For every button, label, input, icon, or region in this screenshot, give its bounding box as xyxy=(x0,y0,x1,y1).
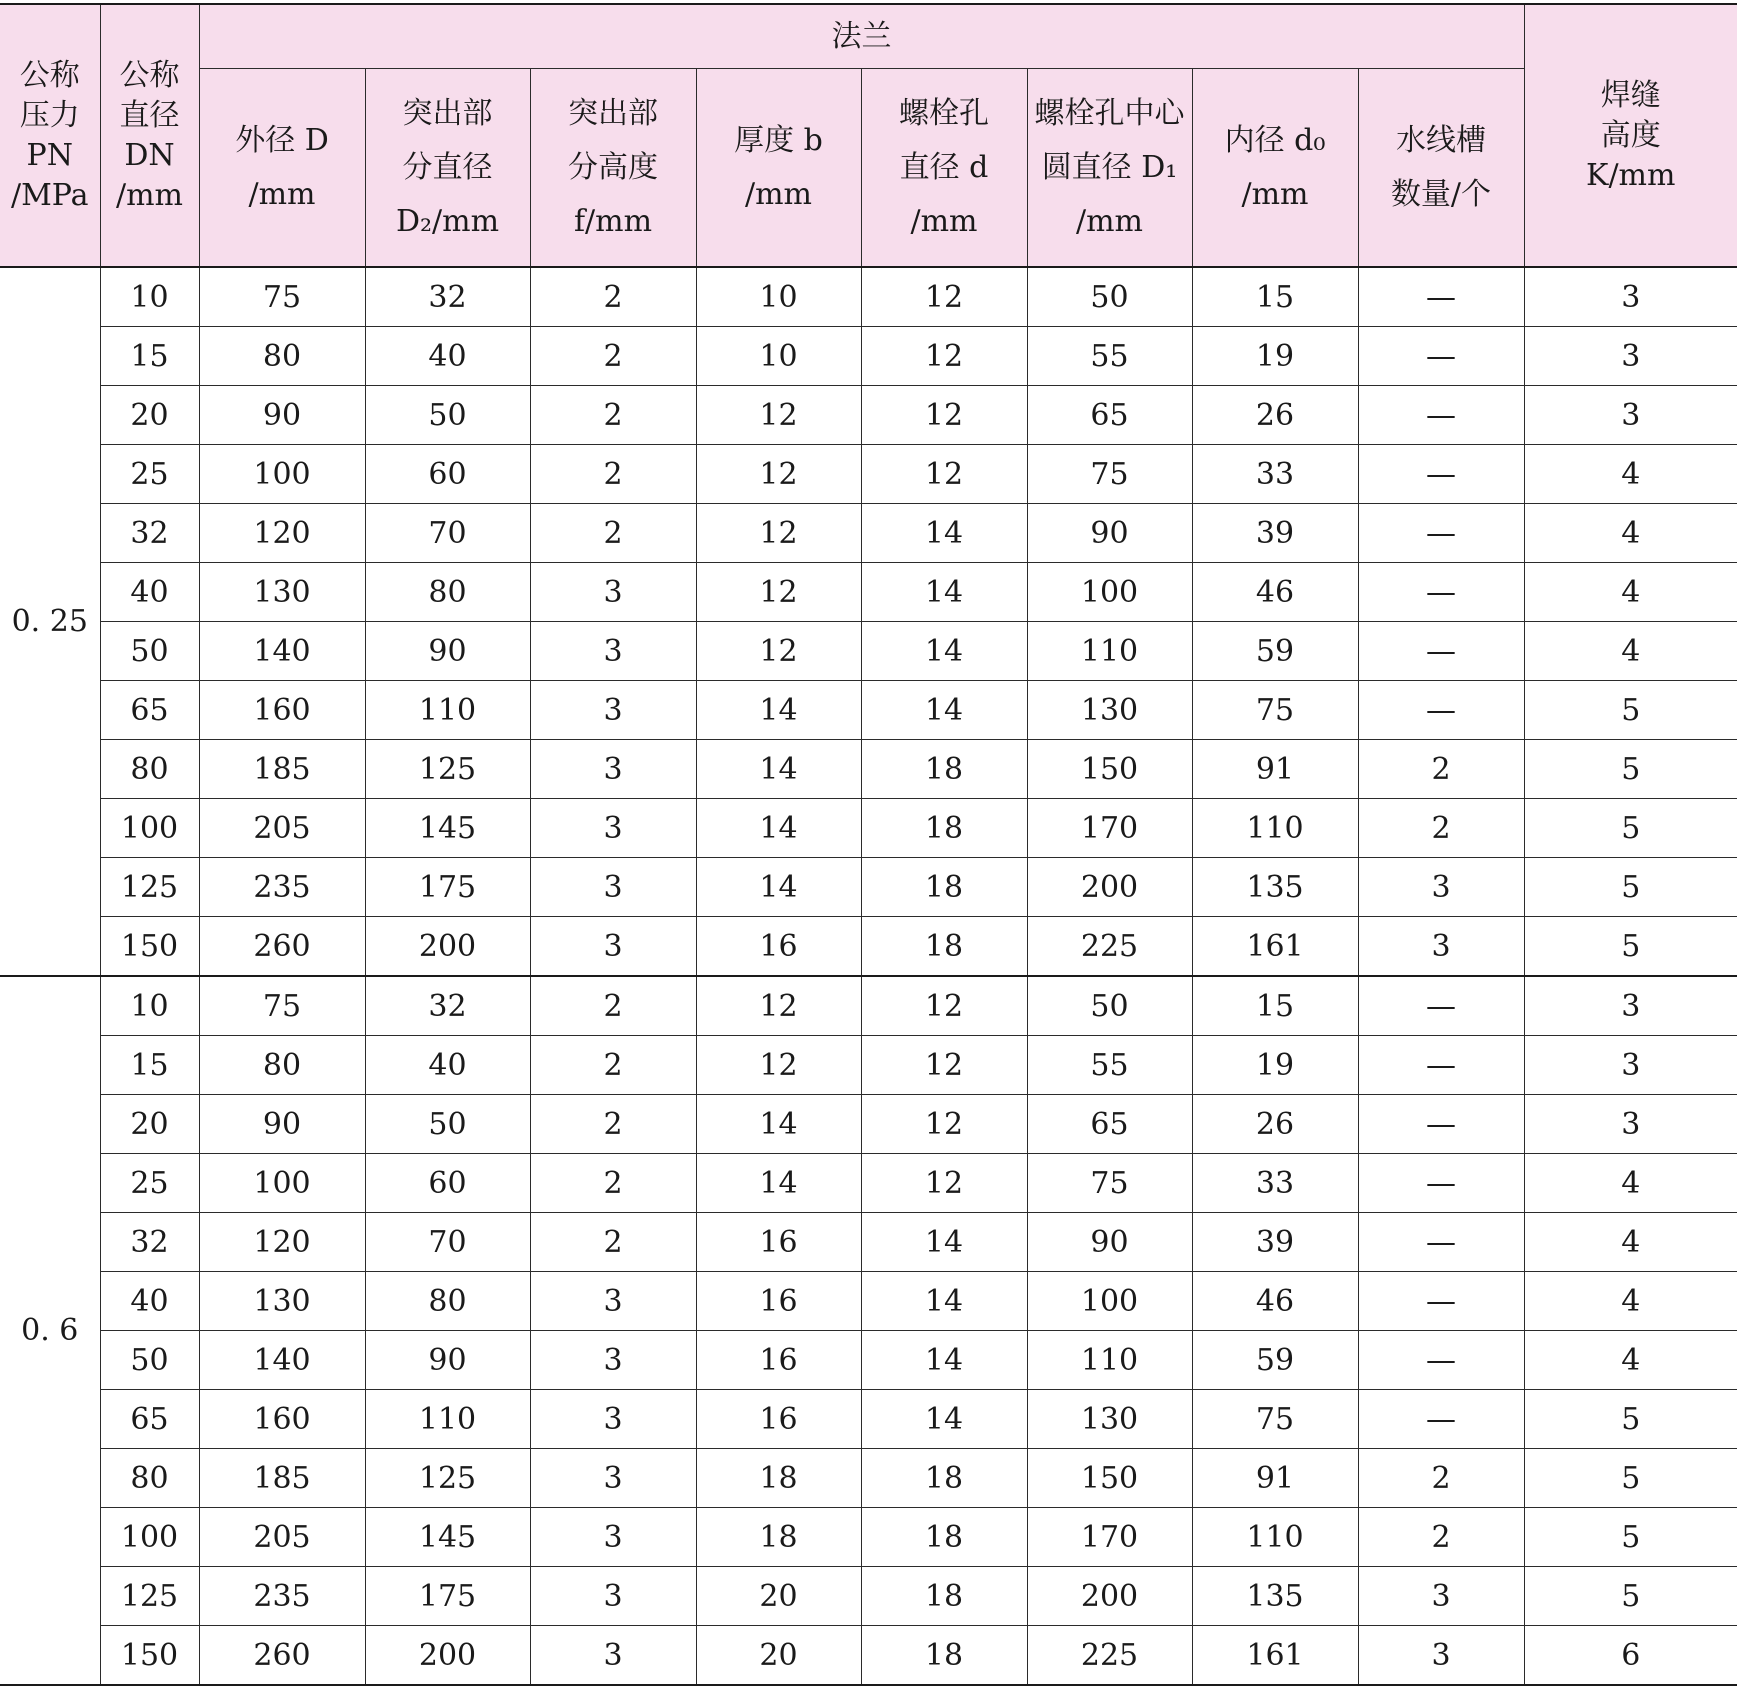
cell-bolt-circle-diameter: 50 xyxy=(1027,267,1192,327)
cell-weld-height: 4 xyxy=(1524,1331,1737,1390)
cell-bolt-hole-diameter: 18 xyxy=(861,799,1027,858)
cell-bolt-hole-diameter: 12 xyxy=(861,267,1027,327)
cell-thickness: 12 xyxy=(696,622,861,681)
cell-thickness: 16 xyxy=(696,1331,861,1390)
cell-water-groove-count: 2 xyxy=(1358,740,1524,799)
cell-inner-diameter: 135 xyxy=(1192,1567,1358,1626)
cell-raised-face-height: 3 xyxy=(530,1331,696,1390)
cell-water-groove-count: 2 xyxy=(1358,1449,1524,1508)
cell-bolt-circle-diameter: 150 xyxy=(1027,740,1192,799)
cell-water-groove-count: — xyxy=(1358,1331,1524,1390)
cell-raised-face-height: 3 xyxy=(530,1567,696,1626)
cell-bolt-circle-diameter: 200 xyxy=(1027,858,1192,917)
cell-weld-height: 6 xyxy=(1524,1626,1737,1686)
cell-bolt-circle-diameter: 50 xyxy=(1027,976,1192,1036)
cell-weld-height: 5 xyxy=(1524,1508,1737,1567)
cell-raised-face-diameter: 145 xyxy=(365,799,530,858)
cell-raised-face-height: 3 xyxy=(530,1390,696,1449)
cell-pn-group: 0. 6 xyxy=(0,976,100,1685)
cell-bolt-circle-diameter: 65 xyxy=(1027,386,1192,445)
header-weld-height: 焊缝 高度 K/mm xyxy=(1524,4,1737,267)
cell-bolt-circle-diameter: 110 xyxy=(1027,622,1192,681)
cell-thickness: 12 xyxy=(696,504,861,563)
cell-thickness: 12 xyxy=(696,386,861,445)
cell-raised-face-height: 2 xyxy=(530,504,696,563)
table-row xyxy=(0,1213,1737,1272)
cell-thickness: 12 xyxy=(696,1036,861,1095)
cell-weld-height: 5 xyxy=(1524,917,1737,977)
cell-outer-diameter: 75 xyxy=(199,976,365,1036)
cell-outer-diameter: 160 xyxy=(199,681,365,740)
cell-bolt-circle-diameter: 225 xyxy=(1027,917,1192,977)
cell-raised-face-height: 2 xyxy=(530,445,696,504)
cell-bolt-hole-diameter: 18 xyxy=(861,1449,1027,1508)
table-row xyxy=(0,681,1737,740)
table-row xyxy=(0,622,1737,681)
cell-bolt-hole-diameter: 18 xyxy=(861,1508,1027,1567)
cell-bolt-hole-diameter: 18 xyxy=(861,1567,1027,1626)
cell-thickness: 16 xyxy=(696,1390,861,1449)
header-thickness: 厚度 b /mm xyxy=(696,69,861,268)
cell-raised-face-height: 2 xyxy=(530,1036,696,1095)
cell-bolt-hole-diameter: 14 xyxy=(861,563,1027,622)
cell-raised-face-diameter: 80 xyxy=(365,563,530,622)
header-outer-diameter: 外径 D /mm xyxy=(199,69,365,268)
table-row xyxy=(0,1036,1737,1095)
cell-dn: 50 xyxy=(100,1331,199,1390)
table-row xyxy=(0,504,1737,563)
cell-raised-face-diameter: 125 xyxy=(365,740,530,799)
cell-raised-face-height: 3 xyxy=(530,1272,696,1331)
table-row xyxy=(0,917,1737,977)
cell-inner-diameter: 75 xyxy=(1192,681,1358,740)
table-row xyxy=(0,858,1737,917)
cell-raised-face-height: 3 xyxy=(530,681,696,740)
cell-thickness: 18 xyxy=(696,1508,861,1567)
cell-raised-face-diameter: 60 xyxy=(365,1154,530,1213)
table-row xyxy=(0,1272,1737,1331)
cell-bolt-circle-diameter: 90 xyxy=(1027,504,1192,563)
cell-inner-diameter: 33 xyxy=(1192,1154,1358,1213)
cell-raised-face-height: 2 xyxy=(530,327,696,386)
table-row xyxy=(0,386,1737,445)
cell-bolt-circle-diameter: 90 xyxy=(1027,1213,1192,1272)
header-raised-face-height: 突出部 分高度 f/mm xyxy=(530,69,696,268)
cell-dn: 32 xyxy=(100,504,199,563)
table-body xyxy=(0,267,1737,1685)
cell-dn: 150 xyxy=(100,917,199,977)
cell-weld-height: 5 xyxy=(1524,681,1737,740)
cell-bolt-hole-diameter: 12 xyxy=(861,445,1027,504)
cell-pn-group: 0. 25 xyxy=(0,267,100,976)
cell-outer-diameter: 80 xyxy=(199,1036,365,1095)
cell-inner-diameter: 15 xyxy=(1192,976,1358,1036)
cell-weld-height: 3 xyxy=(1524,267,1737,327)
cell-bolt-circle-diameter: 55 xyxy=(1027,1036,1192,1095)
cell-bolt-circle-diameter: 200 xyxy=(1027,1567,1192,1626)
cell-bolt-hole-diameter: 12 xyxy=(861,1036,1027,1095)
cell-inner-diameter: 135 xyxy=(1192,858,1358,917)
cell-outer-diameter: 100 xyxy=(199,1154,365,1213)
cell-water-groove-count: 3 xyxy=(1358,858,1524,917)
cell-dn: 32 xyxy=(100,1213,199,1272)
cell-inner-diameter: 19 xyxy=(1192,1036,1358,1095)
cell-inner-diameter: 26 xyxy=(1192,386,1358,445)
cell-thickness: 14 xyxy=(696,740,861,799)
header-bolt-hole-diameter: 螺栓孔 直径 d /mm xyxy=(861,69,1027,268)
cell-thickness: 16 xyxy=(696,1272,861,1331)
cell-weld-height: 5 xyxy=(1524,1567,1737,1626)
cell-water-groove-count: — xyxy=(1358,1213,1524,1272)
cell-dn: 10 xyxy=(100,976,199,1036)
cell-weld-height: 4 xyxy=(1524,1154,1737,1213)
cell-bolt-hole-diameter: 12 xyxy=(861,1154,1027,1213)
cell-weld-height: 4 xyxy=(1524,445,1737,504)
cell-raised-face-diameter: 50 xyxy=(365,386,530,445)
header-dn: 公称 直径 DN /mm xyxy=(100,4,199,267)
cell-outer-diameter: 260 xyxy=(199,917,365,977)
cell-outer-diameter: 120 xyxy=(199,504,365,563)
cell-weld-height: 4 xyxy=(1524,1272,1737,1331)
cell-raised-face-height: 3 xyxy=(530,917,696,977)
cell-dn: 15 xyxy=(100,1036,199,1095)
cell-raised-face-height: 2 xyxy=(530,1154,696,1213)
cell-raised-face-diameter: 125 xyxy=(365,1449,530,1508)
cell-raised-face-height: 2 xyxy=(530,386,696,445)
cell-dn: 80 xyxy=(100,740,199,799)
cell-outer-diameter: 80 xyxy=(199,327,365,386)
cell-bolt-hole-diameter: 14 xyxy=(861,1390,1027,1449)
cell-inner-diameter: 91 xyxy=(1192,1449,1358,1508)
cell-inner-diameter: 110 xyxy=(1192,1508,1358,1567)
cell-inner-diameter: 59 xyxy=(1192,622,1358,681)
cell-outer-diameter: 160 xyxy=(199,1390,365,1449)
cell-thickness: 14 xyxy=(696,799,861,858)
cell-thickness: 20 xyxy=(696,1567,861,1626)
cell-outer-diameter: 235 xyxy=(199,858,365,917)
table-row xyxy=(0,327,1737,386)
table-row xyxy=(0,976,1737,1036)
cell-thickness: 16 xyxy=(696,1213,861,1272)
cell-weld-height: 3 xyxy=(1524,1095,1737,1154)
cell-inner-diameter: 33 xyxy=(1192,445,1358,504)
cell-outer-diameter: 130 xyxy=(199,563,365,622)
cell-raised-face-diameter: 175 xyxy=(365,858,530,917)
cell-outer-diameter: 75 xyxy=(199,267,365,327)
cell-thickness: 14 xyxy=(696,681,861,740)
table-row xyxy=(0,1626,1737,1686)
cell-inner-diameter: 39 xyxy=(1192,1213,1358,1272)
cell-dn: 40 xyxy=(100,1272,199,1331)
cell-raised-face-diameter: 70 xyxy=(365,504,530,563)
cell-inner-diameter: 59 xyxy=(1192,1331,1358,1390)
cell-bolt-hole-diameter: 14 xyxy=(861,681,1027,740)
cell-bolt-circle-diameter: 130 xyxy=(1027,681,1192,740)
cell-raised-face-height: 3 xyxy=(530,799,696,858)
cell-bolt-circle-diameter: 75 xyxy=(1027,445,1192,504)
cell-water-groove-count: 2 xyxy=(1358,1508,1524,1567)
cell-dn: 100 xyxy=(100,799,199,858)
cell-bolt-circle-diameter: 150 xyxy=(1027,1449,1192,1508)
table-row xyxy=(0,1390,1737,1449)
cell-water-groove-count: — xyxy=(1358,1036,1524,1095)
cell-raised-face-diameter: 40 xyxy=(365,1036,530,1095)
cell-raised-face-diameter: 70 xyxy=(365,1213,530,1272)
header-bolt-circle-diameter: 螺栓孔中心 圆直径 D₁ /mm xyxy=(1027,69,1192,268)
cell-bolt-hole-diameter: 18 xyxy=(861,1626,1027,1686)
cell-outer-diameter: 205 xyxy=(199,1508,365,1567)
cell-raised-face-height: 3 xyxy=(530,1626,696,1686)
cell-inner-diameter: 46 xyxy=(1192,1272,1358,1331)
table-row xyxy=(0,267,1737,327)
cell-dn: 80 xyxy=(100,1449,199,1508)
cell-bolt-circle-diameter: 110 xyxy=(1027,1331,1192,1390)
cell-weld-height: 3 xyxy=(1524,1036,1737,1095)
cell-bolt-hole-diameter: 14 xyxy=(861,622,1027,681)
cell-outer-diameter: 90 xyxy=(199,1095,365,1154)
cell-raised-face-height: 2 xyxy=(530,1213,696,1272)
cell-bolt-hole-diameter: 18 xyxy=(861,858,1027,917)
cell-outer-diameter: 260 xyxy=(199,1626,365,1686)
cell-water-groove-count: — xyxy=(1358,386,1524,445)
cell-bolt-circle-diameter: 130 xyxy=(1027,1390,1192,1449)
cell-raised-face-diameter: 60 xyxy=(365,445,530,504)
table-row xyxy=(0,563,1737,622)
cell-weld-height: 5 xyxy=(1524,799,1737,858)
cell-inner-diameter: 19 xyxy=(1192,327,1358,386)
cell-bolt-hole-diameter: 12 xyxy=(861,327,1027,386)
cell-bolt-hole-diameter: 18 xyxy=(861,917,1027,977)
cell-weld-height: 5 xyxy=(1524,858,1737,917)
cell-bolt-hole-diameter: 14 xyxy=(861,504,1027,563)
cell-bolt-circle-diameter: 75 xyxy=(1027,1154,1192,1213)
cell-thickness: 14 xyxy=(696,1095,861,1154)
header-inner-diameter: 内径 d₀ /mm xyxy=(1192,69,1358,268)
cell-raised-face-diameter: 175 xyxy=(365,1567,530,1626)
cell-raised-face-height: 3 xyxy=(530,858,696,917)
cell-water-groove-count: — xyxy=(1358,327,1524,386)
cell-inner-diameter: 15 xyxy=(1192,267,1358,327)
cell-inner-diameter: 75 xyxy=(1192,1390,1358,1449)
cell-water-groove-count: — xyxy=(1358,1272,1524,1331)
cell-dn: 40 xyxy=(100,563,199,622)
cell-weld-height: 5 xyxy=(1524,740,1737,799)
cell-weld-height: 4 xyxy=(1524,622,1737,681)
cell-raised-face-height: 3 xyxy=(530,563,696,622)
cell-dn: 25 xyxy=(100,445,199,504)
cell-thickness: 12 xyxy=(696,563,861,622)
cell-raised-face-height: 2 xyxy=(530,267,696,327)
cell-dn: 15 xyxy=(100,327,199,386)
cell-outer-diameter: 130 xyxy=(199,1272,365,1331)
cell-bolt-hole-diameter: 14 xyxy=(861,1272,1027,1331)
cell-bolt-hole-diameter: 18 xyxy=(861,740,1027,799)
cell-dn: 10 xyxy=(100,267,199,327)
cell-dn: 20 xyxy=(100,386,199,445)
cell-dn: 150 xyxy=(100,1626,199,1686)
cell-bolt-circle-diameter: 170 xyxy=(1027,1508,1192,1567)
cell-water-groove-count: — xyxy=(1358,563,1524,622)
table-row xyxy=(0,740,1737,799)
cell-thickness: 12 xyxy=(696,445,861,504)
cell-thickness: 18 xyxy=(696,1449,861,1508)
cell-bolt-circle-diameter: 170 xyxy=(1027,799,1192,858)
cell-water-groove-count: — xyxy=(1358,1154,1524,1213)
cell-dn: 100 xyxy=(100,1508,199,1567)
cell-raised-face-diameter: 90 xyxy=(365,622,530,681)
cell-water-groove-count: — xyxy=(1358,1390,1524,1449)
cell-outer-diameter: 185 xyxy=(199,740,365,799)
table-row xyxy=(0,1095,1737,1154)
cell-dn: 50 xyxy=(100,622,199,681)
cell-raised-face-diameter: 110 xyxy=(365,1390,530,1449)
cell-raised-face-diameter: 145 xyxy=(365,1508,530,1567)
cell-bolt-circle-diameter: 65 xyxy=(1027,1095,1192,1154)
cell-outer-diameter: 100 xyxy=(199,445,365,504)
cell-bolt-hole-diameter: 14 xyxy=(861,1213,1027,1272)
cell-bolt-hole-diameter: 12 xyxy=(861,386,1027,445)
cell-raised-face-diameter: 50 xyxy=(365,1095,530,1154)
cell-dn: 125 xyxy=(100,1567,199,1626)
cell-raised-face-height: 3 xyxy=(530,1508,696,1567)
cell-weld-height: 4 xyxy=(1524,563,1737,622)
cell-raised-face-height: 3 xyxy=(530,622,696,681)
header-flange: 法兰 xyxy=(199,4,1524,69)
cell-thickness: 12 xyxy=(696,976,861,1036)
cell-thickness: 10 xyxy=(696,267,861,327)
cell-thickness: 20 xyxy=(696,1626,861,1686)
cell-water-groove-count: 3 xyxy=(1358,917,1524,977)
cell-thickness: 14 xyxy=(696,1154,861,1213)
cell-raised-face-diameter: 200 xyxy=(365,1626,530,1686)
cell-weld-height: 5 xyxy=(1524,1390,1737,1449)
cell-inner-diameter: 91 xyxy=(1192,740,1358,799)
cell-bolt-circle-diameter: 100 xyxy=(1027,563,1192,622)
cell-thickness: 10 xyxy=(696,327,861,386)
cell-raised-face-height: 3 xyxy=(530,740,696,799)
table-row xyxy=(0,445,1737,504)
cell-weld-height: 3 xyxy=(1524,976,1737,1036)
cell-inner-diameter: 161 xyxy=(1192,1626,1358,1686)
cell-raised-face-diameter: 32 xyxy=(365,976,530,1036)
cell-inner-diameter: 110 xyxy=(1192,799,1358,858)
cell-bolt-circle-diameter: 55 xyxy=(1027,327,1192,386)
cell-water-groove-count: 2 xyxy=(1358,799,1524,858)
table-row xyxy=(0,1567,1737,1626)
cell-inner-diameter: 26 xyxy=(1192,1095,1358,1154)
cell-raised-face-diameter: 90 xyxy=(365,1331,530,1390)
flange-spec-table xyxy=(0,3,1737,1686)
cell-outer-diameter: 120 xyxy=(199,1213,365,1272)
cell-outer-diameter: 90 xyxy=(199,386,365,445)
cell-water-groove-count: 3 xyxy=(1358,1567,1524,1626)
table-row xyxy=(0,1449,1737,1508)
table-row xyxy=(0,1154,1737,1213)
cell-thickness: 16 xyxy=(696,917,861,977)
cell-bolt-hole-diameter: 12 xyxy=(861,1095,1027,1154)
cell-outer-diameter: 185 xyxy=(199,1449,365,1508)
cell-raised-face-height: 2 xyxy=(530,976,696,1036)
cell-water-groove-count: — xyxy=(1358,267,1524,327)
cell-raised-face-diameter: 32 xyxy=(365,267,530,327)
cell-water-groove-count: 3 xyxy=(1358,1626,1524,1686)
table-row xyxy=(0,1508,1737,1567)
cell-raised-face-diameter: 80 xyxy=(365,1272,530,1331)
cell-raised-face-diameter: 110 xyxy=(365,681,530,740)
header-water-groove-count: 水线槽 数量/个 xyxy=(1358,69,1524,268)
cell-outer-diameter: 140 xyxy=(199,622,365,681)
cell-bolt-circle-diameter: 100 xyxy=(1027,1272,1192,1331)
cell-weld-height: 5 xyxy=(1524,1449,1737,1508)
table-row xyxy=(0,799,1737,858)
cell-inner-diameter: 46 xyxy=(1192,563,1358,622)
cell-weld-height: 3 xyxy=(1524,386,1737,445)
header-raised-face-diameter: 突出部 分直径 D₂/mm xyxy=(365,69,530,268)
cell-raised-face-diameter: 200 xyxy=(365,917,530,977)
cell-dn: 65 xyxy=(100,681,199,740)
cell-weld-height: 4 xyxy=(1524,504,1737,563)
cell-thickness: 14 xyxy=(696,858,861,917)
cell-water-groove-count: — xyxy=(1358,976,1524,1036)
cell-dn: 125 xyxy=(100,858,199,917)
cell-water-groove-count: — xyxy=(1358,681,1524,740)
cell-raised-face-height: 3 xyxy=(530,1449,696,1508)
cell-weld-height: 3 xyxy=(1524,327,1737,386)
cell-water-groove-count: — xyxy=(1358,504,1524,563)
cell-inner-diameter: 161 xyxy=(1192,917,1358,977)
cell-dn: 25 xyxy=(100,1154,199,1213)
cell-water-groove-count: — xyxy=(1358,445,1524,504)
cell-bolt-circle-diameter: 225 xyxy=(1027,1626,1192,1686)
cell-dn: 20 xyxy=(100,1095,199,1154)
cell-inner-diameter: 39 xyxy=(1192,504,1358,563)
cell-raised-face-diameter: 40 xyxy=(365,327,530,386)
cell-outer-diameter: 235 xyxy=(199,1567,365,1626)
cell-dn: 65 xyxy=(100,1390,199,1449)
cell-weld-height: 4 xyxy=(1524,1213,1737,1272)
cell-bolt-hole-diameter: 14 xyxy=(861,1331,1027,1390)
cell-raised-face-height: 2 xyxy=(530,1095,696,1154)
cell-bolt-hole-diameter: 12 xyxy=(861,976,1027,1036)
cell-water-groove-count: — xyxy=(1358,622,1524,681)
cell-water-groove-count: — xyxy=(1358,1095,1524,1154)
cell-outer-diameter: 205 xyxy=(199,799,365,858)
header-pn: 公称 压力 PN /MPa xyxy=(0,4,100,267)
cell-outer-diameter: 140 xyxy=(199,1331,365,1390)
table-row xyxy=(0,1331,1737,1390)
